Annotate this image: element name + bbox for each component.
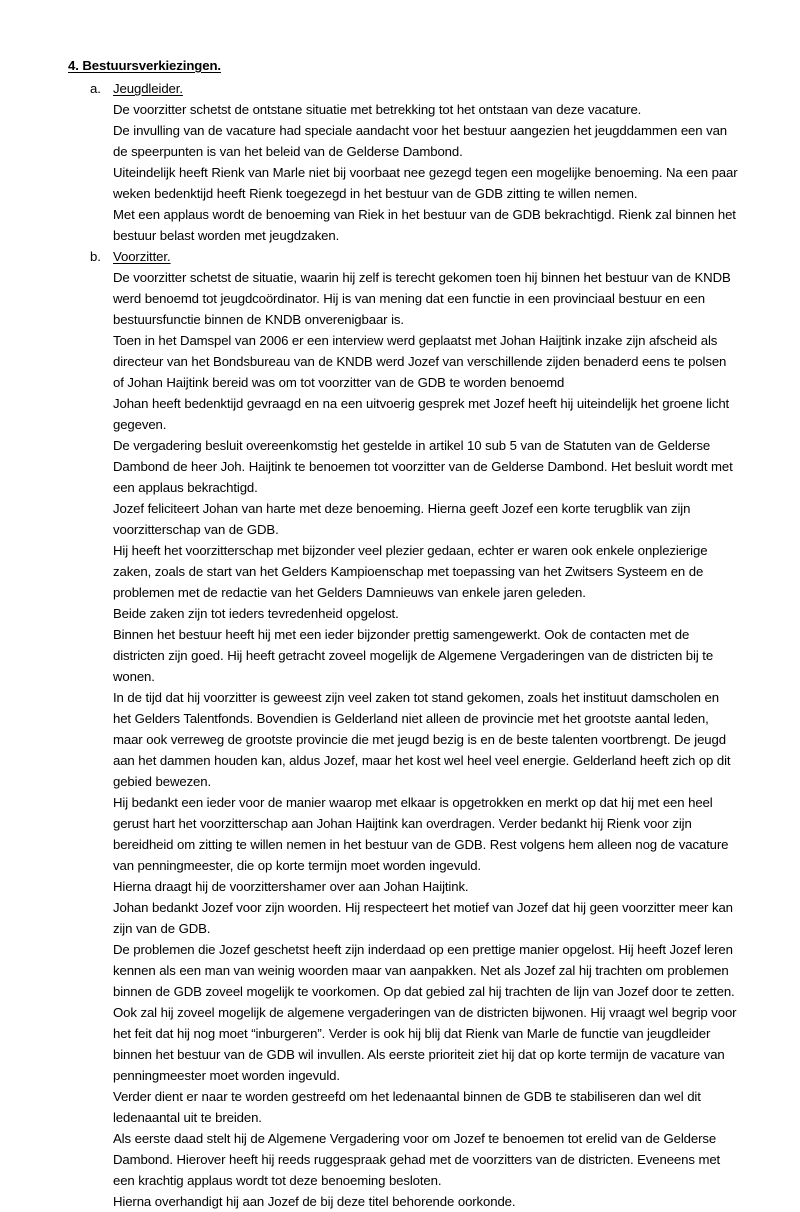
paragraph: In de tijd dat hij voorzitter is geweest zijn veel zaken tot stand gekomen, zoals het instituut damscholen en het Gelders Talentfonds. Bovendien is Gelderland niet alleen de provincie met het grootste aantal leden, maar ook verreweg de grootste provincie die met jeugd bezig is en de beste talenten voortbrengt. De jeugd aan het dammen houden kan, aldus Jozef, maar het kost wel heel veel energie. Gelderland heeft zich op dit gebied bewezen.: [113, 690, 731, 789]
paragraph: Hierna overhandigt hij aan Jozef de bij deze titel behorende oorkonde.: [113, 1194, 516, 1209]
paragraph: De vergadering besluit overeenkomstig het gestelde in artikel 10 sub 5 van de Statuten van de Gelderse Dambond de heer Joh. Haijtink te benoemen tot voorzitter van de Gelderse Dambond. Het besluit wordt met een applaus bekrachtigd.: [113, 438, 733, 495]
paragraph: Uiteindelijk heeft Rienk van Marle niet bij voorbaat nee gezegd tegen een mogelijke benoeming. Na een paar weken bedenktijd heeft Rienk toegezegd in het bestuur van de GDB zitting te willen nemen.: [113, 165, 738, 201]
list-marker-a: a.: [90, 81, 101, 96]
paragraph: De invulling van de vacature had speciale aandacht voor het bestuur aangezien het jeugddammen een van de speerpunten is van het beleid van de Gelderse Dambond.: [113, 123, 728, 159]
paragraph: De voorzitter schetst de ontstane situatie met betrekking tot het ontstaan van deze vacature.: [113, 102, 642, 117]
paragraph: Verder dient er naar te worden gestreefd om het ledenaantal binnen de GDB te stabiliseren dan wel dit ledenaantal uit te breiden.: [113, 1089, 701, 1125]
list-item-a-title: [113, 78, 740, 99]
paragraph: Binnen het bestuur heeft hij met een ieder bijzonder prettig samengewerkt. Ook de contacten met de districten zijn goed. Hij heeft getracht zoveel mogelijk de Algemene Vergaderingen van de districten bij te wonen.: [113, 627, 714, 684]
paragraph: Johan heeft bedenktijd gevraagd en na een uitvoerig gesprek met Jozef heeft hij uiteindelijk het groene licht gegeven.: [113, 396, 730, 432]
document-body: [60, 55, 740, 1212]
paragraph: Hierna draagt hij de voorzittershamer over aan Johan Haijtink.: [113, 879, 469, 894]
section-heading: [60, 55, 740, 76]
paragraph: Als eerste daad stelt hij de Algemene Vergadering voor om Jozef te benoemen tot erelid van de Gelderse Dambond. Hierover heeft hij reeds ruggespraak gehad met de voorzitters van de districten. Eveneens met een krachtig applaus wordt tot deze benoeming besloten.: [113, 1131, 721, 1188]
paragraph: Hij heeft het voorzitterschap met bijzonder veel plezier gedaan, echter er waren ook enkele onplezierige zaken, zoals de start van het Gelders Kampioenschap met toepassing van het Zwitsers Systeem en de problemen met de redactie van het Gelders Damnieuws van enkele jaren geleden.: [113, 543, 708, 600]
paragraph: Toen in het Damspel van 2006 er een interview werd geplaatst met Johan Haijtink inzake zijn afscheid als directeur van het Bondsbureau van de KNDB werd Jozef van verschillende zijden benaderd eens te polsen of Johan Haijtink bereid was om tot voorzitter van de GDB te worden benoemd: [113, 333, 727, 390]
list-marker-b: b.: [90, 249, 101, 264]
paragraph: Johan bedankt Jozef voor zijn woorden. Hij respecteert het motief van Jozef dat hij geen voorzitter meer kan zijn van de GDB.: [113, 900, 733, 936]
paragraph: Hij bedankt een ieder voor de manier waarop met elkaar is opgetrokken en merkt op dat hij met een heel gerust hart het voorzitterschap aan Johan Haijtink kan overdragen. Verder bedankt hij Rienk voor zijn bereidheid om zitting te willen nemen in het bestuur van de GDB. Rest volgens hem alleen nog de vacature van penningmeester, die op korte termijn moet worden ingevuld.: [113, 795, 729, 873]
list-item-b-title: [113, 246, 740, 267]
paragraph: De voorzitter schetst de situatie, waarin hij zelf is terecht gekomen toen hij binnen het bestuur van de KNDB werd benoemd tot jeugdcoördinator. Hij is van mening dat een functie in een provinciaal bestuur en een bestuursfunctie binnen de KNDB onverenigbaar is.: [113, 270, 731, 327]
list-item-b-title-text: Voorzitter.: [113, 249, 171, 264]
paragraph: Beide zaken zijn tot ieders tevredenheid opgelost.: [113, 606, 399, 621]
list-item-a: [60, 78, 740, 246]
list-item-a-title-text: Jeugdleider.: [113, 81, 183, 96]
paragraph: Jozef feliciteert Johan van harte met deze benoeming. Hierna geeft Jozef een korte terugblik van zijn voorzitterschap van de GDB.: [113, 501, 691, 537]
paragraph: De problemen die Jozef geschetst heeft zijn inderdaad op een prettige manier opgelost. Hij heeft Jozef leren kennen als een man van weinig woorden maar van aanpakken. Net als Jozef zal hij trachten om problemen binnen de GDB zoveel mogelijk te voorkomen. Op dat gebied zal hij trachten de lijn van Jozef door te zetten.: [113, 942, 735, 999]
paragraph: Met een applaus wordt de benoeming van Riek in het bestuur van de GDB bekrachtigd. Rienk zal binnen het bestuur belast worden met jeugdzaken.: [113, 207, 736, 243]
section-heading-text: 4. Bestuursverkiezingen.: [68, 58, 221, 73]
paragraph: Ook zal hij zoveel mogelijk de algemene vergaderingen van de districten bijwonen. Hij vraagt wel begrip voor het feit dat hij nog moet “inburgeren”. Verder is ook hij blij dat Rienk van Marle de functie van jeugdleider binnen het bestuur van de GDB wil invullen. Als eerste prioriteit ziet hij dat op korte termijn de vacature van penningmeester moet worden ingevuld.: [113, 1005, 737, 1083]
list-item-b: [60, 246, 740, 1212]
